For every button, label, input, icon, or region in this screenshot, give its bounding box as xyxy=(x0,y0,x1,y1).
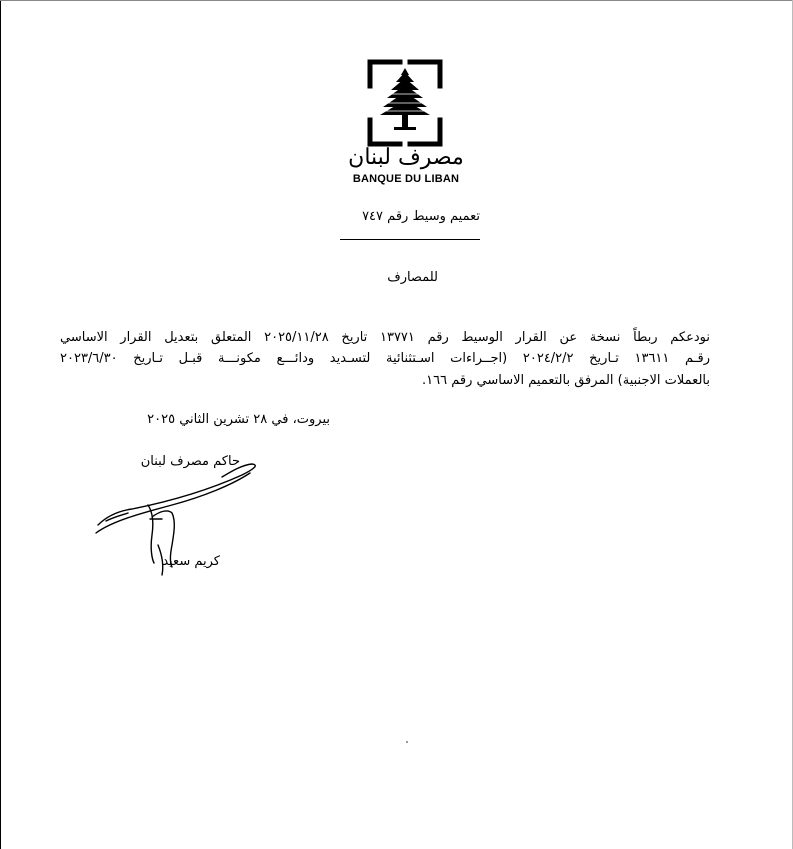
scan-speck xyxy=(406,741,408,743)
circular-title: تعميم وسيط رقم ٧٤٧ xyxy=(362,209,480,224)
body-paragraph-line-1: نودعكم ربطاً نسخة عن القرار الوسيط رقم ١٣٧٧١ تاريخ ٢٠٢٥/١١/٢٨ المتعلق بتعديل القرار الاساسي xyxy=(60,330,710,345)
body-paragraph-line-2: رقـم ١٣٦١١ تـاريخ ٢٠٢٤/٢/٢ (اجــراءات اسـتثنائية لتسـديد ودائـــع مكونـــة قبـل تـاريخ ٢٠٢٣/٦/٣٠ xyxy=(60,351,710,366)
signatory-name: كريم سعيد xyxy=(162,554,220,569)
cedar-tree-icon xyxy=(360,58,450,148)
title-underline xyxy=(340,239,480,240)
page-edge-top xyxy=(0,0,793,1)
place-and-date: بيروت، في ٢٨ تشرين الثاني ٢٠٢٥ xyxy=(147,412,330,427)
bank-name-arabic: مصرف لبنان xyxy=(348,145,464,170)
page-edge-left xyxy=(0,0,1,849)
signatory-title: حاكم مصرف لبنان xyxy=(140,454,240,469)
body-paragraph-line-3: بالعملات الاجنبية) المرفق بالتعميم الاساسي رقم ١٦٦. xyxy=(422,373,710,388)
recipient-line: للمصارف xyxy=(387,270,438,285)
bank-name-french: BANQUE DU LIBAN xyxy=(352,173,460,185)
